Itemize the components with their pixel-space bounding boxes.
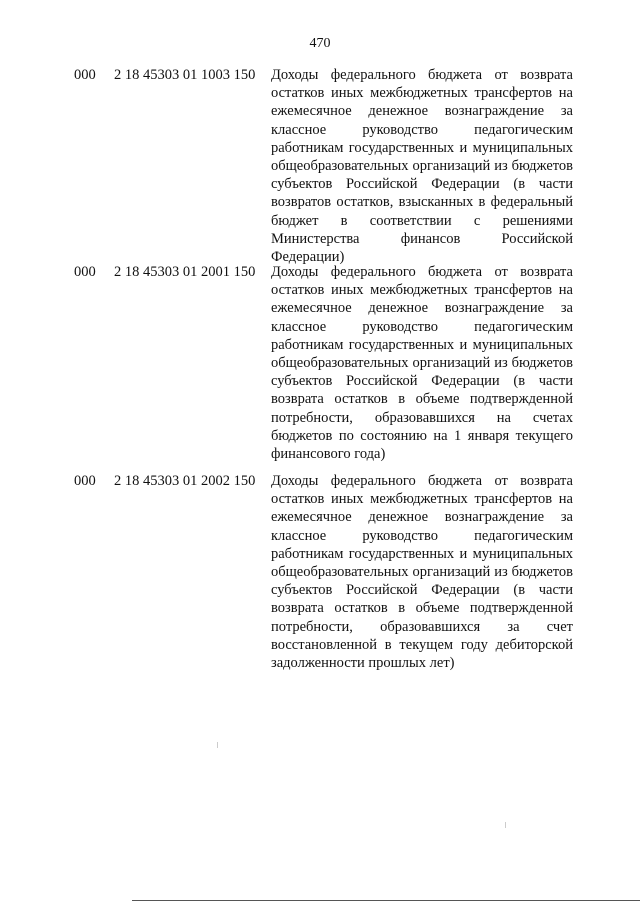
scan-artifact xyxy=(217,742,218,748)
kbk-code: 2 18 45303 01 2001 150 xyxy=(114,264,256,280)
row-description: Доходы федерального бюджета от возврата остатков иных межбюджетных трансфертов на ежемесячное денежное вознаграждение за классное руководство педагогическим работникам государственных и муниципальных общеобразовательных организаций из бюджетов субъектов Российской Федерации (в части возвратов остатков, взысканных в федеральный бюджет в соответствии с решениями Министерства финансов Российской Федерации) xyxy=(271,67,573,266)
kbk-code: 2 18 45303 01 2002 150 xyxy=(114,473,256,489)
admin-code: 000 xyxy=(74,67,96,83)
admin-code: 000 xyxy=(74,473,96,489)
row-description: Доходы федерального бюджета от возврата остатков иных межбюджетных трансфертов на ежемесячное денежное вознаграждение за классное руководство педагогическим работникам государственных и муниципальных общеобразовательных организаций из бюджетов субъектов Российской Федерации (в части возврата остатков в объеме подтвержденной потребности, образовавшихся на счетах бюджетов по состоянию на 1 января текущего финансового года) xyxy=(271,264,573,463)
admin-code: 000 xyxy=(74,264,96,280)
page-number: 470 xyxy=(309,36,331,51)
scan-edge-line xyxy=(132,900,640,901)
kbk-code: 2 18 45303 01 1003 150 xyxy=(114,67,256,83)
row-description: Доходы федерального бюджета от возврата остатков иных межбюджетных трансфертов на ежемесячное денежное вознаграждение за классное руководство педагогическим работникам государственных и муниципальных общеобразовательных организаций из бюджетов субъектов Российской Федерации (в части возврата остатков в объеме подтвержденной потребности, образовавшихся за счет восстановленной в текущем году дебиторской задолженности прошлых лет) xyxy=(271,473,573,672)
scan-artifact xyxy=(505,822,506,828)
